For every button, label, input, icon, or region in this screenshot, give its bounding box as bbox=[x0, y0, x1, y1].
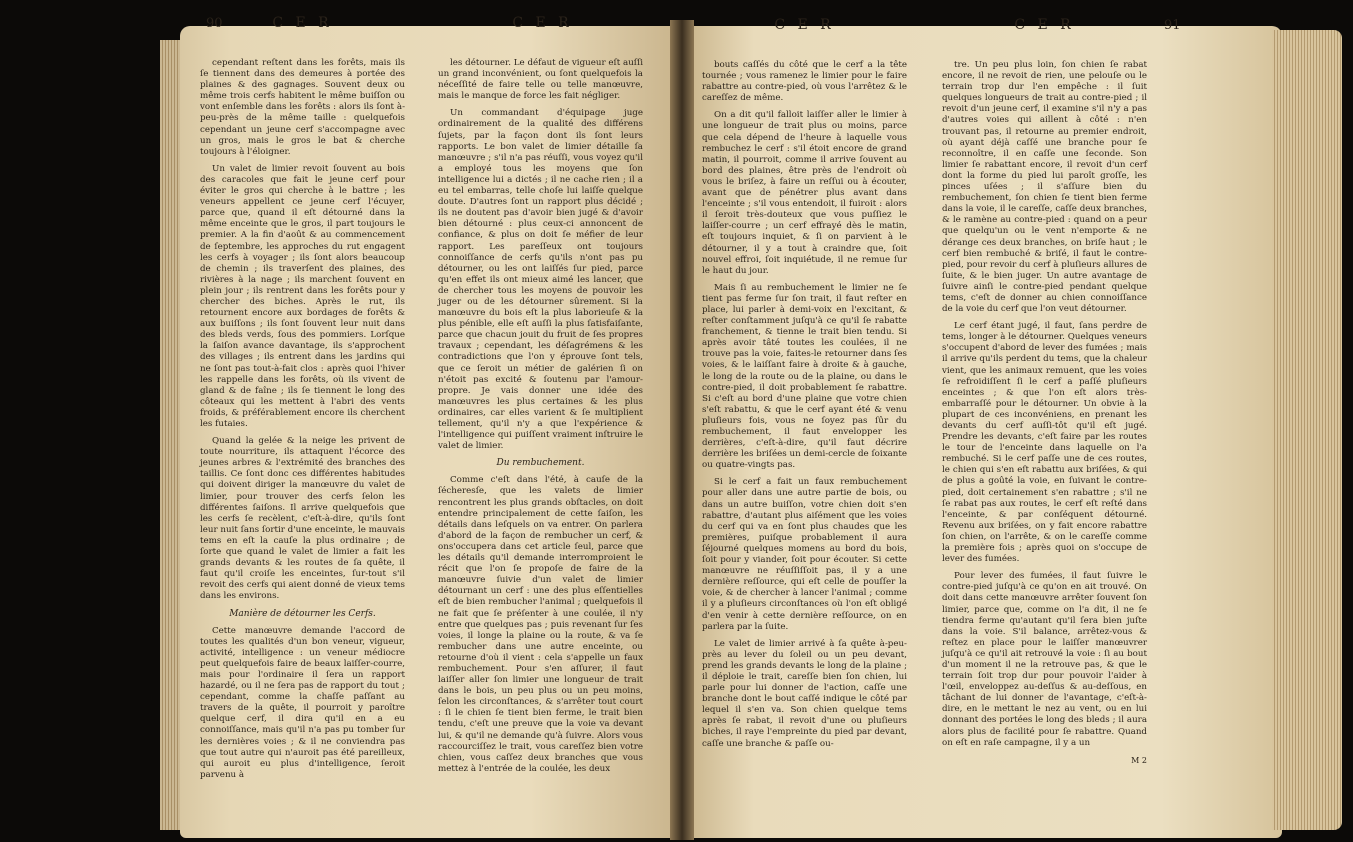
paragraph: Un valet de limier revoit ſouvent au bois des caracoles que fait le jeune cerf pour éviter le gros qui cherche à le battre ; les veneurs appellent ce jeune cerf l'écuyer, parce que, quand il eſt détourné dans la même enceinte que le gros, il part toujours le premier. A la fin d'août & au commencement de ſeptembre, les approches du rut engagent les cerfs à voyager ; ils ſont alors beaucoup de chemin ; ils traverſent des plaines, des rivières à la nage ; ils marchent ſouvent en plein jour ; ils rentrent dans les forêts pour y chercher des biches. Après le rut, ils retournent encore aux bordages de forêts & aux buiſſons ; ils ſont ſouvent leur nuit dans des bleds verds, ſous des pommiers. Lorſque la ſaiſon avance davantage, ils s'approchent des villages ; ils entrent dans les jardins qui ne ſont pas tout-à-fait clos : après quoi l'hiver les rappelle dans les forêts, où ils vivent de gland & de faîne ; ils ſe tiennent le long des côteaux qui les mettent à l'abri des vents froids, & préférablement encore ils cherchent les futaies. bbox=[200, 163, 405, 429]
paragraph: Mais ſi au rembuchement le limier ne ſe tient pas ferme ſur ſon trait, il faut reſter en place, lui parler à demi-voix en l'excitant, & reſter conſtamment juſqu'à ce qu'il ſe rabatte franchement, & tienne le trait bien tendu. Si après avoir tâté toutes les coulées, il ne trouve pas la voie, faites-le retourner dans ſes voies, & le laiſſant faire à droite & à gauche, le long de la route ou de la plaine, ou dans le contre-pied, il doit probablement ſe rabattre. Si c'eſt au bord d'une plaine que votre chien s'eſt rabattu, & que le cerf ayant été & venu pluſieurs fois, vous ne ſoyez pas ſûr du rembuchement, il faut envelopper les derrières, c'eſt-à-dire, qu'il faut décrire derrière les briſées un demi-cercle de ſoixante ou quatre-vingts pas. bbox=[702, 282, 907, 471]
left-page-column-1 bbox=[200, 58, 405, 787]
left-page-column-2 bbox=[438, 58, 643, 781]
book-gutter bbox=[670, 20, 694, 840]
running-head: C E R bbox=[272, 15, 333, 31]
running-head: C E R bbox=[774, 17, 835, 33]
paragraph: Si le cerf a fait un faux rembuchement pour aller dans une autre partie de bois, ou dans un autre buiſſon, votre chien doit s'en rabattre, d'autant plus aiſément que les voies du cerf qui va en ſont plus chaudes que les premières, puiſque probablement il aura ſéjourné quelques momens au bord du bois, ſoit pour y viander, ſoit pour écouter. Si cette manœuvre ne réuſſiſſoit pas, il y a une dernière reſſource, qui eſt celle de pouſſer la voie, & de chercher à lancer l'animal ; comme il y a pluſieurs circonſtances où l'on eſt obligé d'en venir à cette dernière reſſource, on en parlera par la ſuite. bbox=[702, 477, 907, 632]
paragraph: Un commandant d'équipage juge ordinairement de la qualité des différens ſujets, par la façon dont ils ſont leurs rapports. Le bon valet de limier détaille ſa manœuvre ; s'il n'a pas réuſſi, vous voyez qu'il a employé tous les moyens que ſon intelligence lui a dictés ; il ne cache rien ; il a eu tel embarras, telle choſe lui laiſſe quelque doute. D'autres ſont un rapport plus décidé ; ils ne doutent pas d'avoir bien jugé & d'avoir bien détourné : plus ceux-ci annoncent de confiance, & plus on doit ſe méfier de leur rapport. Les pareſſeux ont toujours connoiſſance de cerfs qu'ils n'ont pas pu détourner, ou les ont laiſſés ſur pied, parce qu'en effet ils ont mieux aimé les lancer, que de chercher tous les moyens de pouvoir les juger ou de les détourner sûrement. Si la manœuvre du bois eſt la plus laborieuſe & la plus pénible, elle eſt auſſi la plus ſatisfaiſante, parce que chacun jouit du fruit de ſes propres travaux ; cependant, les déſagrémens & les contradictions que l'on y éprouve ſont tels, que ce ſeroit un métier de galérien ſi on n'étoit pas excité & ſoutenu par l'amour-propre. Je vais donner une idée des manœuvres les plus certaines & les plus ordinaires, car elles varient & ſe multiplient tellement, qu'il n'y a que l'expérience & l'intelligence qui puiſſent vraiment inſtruire le valet de limier. bbox=[438, 108, 643, 452]
running-head: C E R bbox=[512, 15, 573, 31]
left-page-header bbox=[200, 15, 660, 36]
right-page-column-2 bbox=[942, 60, 1147, 766]
paragraph: Comme c'eſt dans l'été, à cauſe de la ſécheresſe, que les valets de limier rencontrent les plus grands obſtacles, on doit entendre principalement de cette ſaiſon, les détails dans leſquels on va entrer. On parlera d'abord de la façon de rembucher un cerf, & ons'occupera dans cet article ſeul, parce que les détails qu'il demande interromproient le récit que l'on ſe propoſe de faire de la manœuvre ſuivie d'un valet de limier détournant un cerf : une des plus eſſentielles eſt de bien rembucher l'animal ; quelquefois il ne fait que ſe préſenter à une coulée, il n'y entre que quelques pas ; puis revenant ſur ſes voies, il longe la plaine ou la route, & va ſe rembucher dans une autre enceinte, ou retourne d'où il vient : cela s'appelle un faux rembuchement. Pour s'en aſſurer, il faut laiſſer aller ſon limier une longueur de trait dans le bois, un peu plus ou un peu moins, ſelon les circonſtances, & s'arrêter tout court : ſi le chien ſe tient bien ferme, le trait bien tendu, c'eſt une preuve que la voie va devant lui, & qu'il ne demande qu'à ſuivre. Alors vous raccourciſſez le trait, vous careſſez bien votre chien, vous caſſez deux branches que vous mettez à l'entrée de la coulée, les deux bbox=[438, 475, 643, 774]
section-title: Du rembuchement. bbox=[496, 458, 585, 469]
right-page bbox=[702, 17, 1181, 820]
left-page bbox=[200, 15, 660, 818]
section-title: Manière de détourner les Cerfs. bbox=[229, 608, 376, 619]
page-number: 91 bbox=[1164, 18, 1181, 33]
paragraph: tre. Un peu plus loin, ſon chien ſe rabat encore, il ne revoit de rien, une pelouſe ou le terrain trop dur l'en empêche : il ſuit quelques longueurs de trait au contre-pied ; il revoit d'un jeune cerf, il examine s'il n'y a pas d'autres voies qui aillent à côté : n'en trouvant pas, il retourne au premier endroit, où ayant déjà caſſé une branche pour ſe reconnoître, il en caſſe une ſeconde. Son limier ſe rabattant encore, il revoit d'un cerf dont la forme du pied lui paroît groſſe, les pinces uſées ; il s'aſſure bien du rembuchement, ſon chien ſe tient bien ferme dans la voie, il le careſſe, caſſe deux branches, & le ramène au contre-pied : quand on a peur que quelqu'un ou le vent n'emporte & ne dérange ces deux branches, on briſe haut ; le cerf bien rembuché & briſé, il faut le contre-pied, pour revoir du cerf à pluſieurs allures de ſuite, & le bien juger. Un autre avantage de ſuivre ainſi le contre-pied pendant quelque tems, c'eſt de donner au chien connoiſſance de la voie du cerf que l'on veut détourner. bbox=[942, 60, 1147, 315]
signature-mark: M 2 bbox=[1131, 755, 1147, 765]
page-number: 90 bbox=[206, 16, 223, 31]
paragraph: Le cerf étant jugé, il faut, ſans perdre de tems, longer à le détourner. Quelques veneurs s'occupent d'abord de lever des fumées ; mais il arrive qu'ils perdent du tems, que la chaleur vient, que les animaux remuent, que les voies ſe refroidiſſent ſi le cerf a paſſé pluſieurs enceintes ; & que l'on eſt alors très-embarraſſé pour le détourner. Un obvie à la plupart de ces inconvéniens, en prenant les devants du cerf auſſi-tôt qu'il eſt jugé. Prendre les devants, c'eſt faire par les routes le tour de l'enceinte dans laquelle on l'a rembuché. Si le cerf paſſe une de ces routes, le chien qui s'en eſt rabattu aux briſées, & qui de plus a goûté la voie, en ſuivant le contre-pied, doit certainement s'en rabattre ; s'il ne ſe rabat pas aux routes, le cerf eſt reſté dans l'enceinte, & par conſéquent détourné. Revenu aux briſées, on y fait encore rabattre ſon chien, on l'arrête, & on le careſſe comme la première fois ; après quoi on s'occupe de lever des fumées. bbox=[942, 321, 1147, 565]
page-edges-right bbox=[1272, 30, 1342, 830]
paragraph: Le valet de limier arrivé à ſa quête à-peu-près au lever du ſoleil ou un peu devant, prend les grands devants le long de la plaine ; il déploie le trait, careſſe bien ſon chien, lui parle pour lui donner de l'action, caſſe une branche dont le bout caſſé indique le côté par lequel il s'en va. Son chien quelque tems après ſe rabat, il revoit d'une ou pluſieurs biches, il raye l'empreinte du pied par devant, caſſe une branche & paſſe ou- bbox=[702, 638, 907, 749]
paragraph: Cette manœuvre demande l'accord de toutes les qualités d'un bon veneur, vigueur, activité, intelligence : un veneur médiocre peut quelquefois faire de beaux laiſſer-courre, mais pour l'ordinaire il ſera un rapport hazardé, ou il ne ſera pas de rapport du tout ; cependant, comme la chaſſe paſſant au travers de la quête, il pourroit y paroître quelque cerf, il dira qu'il en a eu connoiſſance, mais qu'il n'a pas pu tomber ſur les dernières voies ; & il ne conviendra pas que tout autre qui n'auroit pas été pareilleux, qui auroit eu plus d'intelligence, ſeroit parvenu à bbox=[200, 625, 405, 780]
paragraph: Quand la gelée & la neige les privent de toute nourriture, ils attaquent l'écorce des jeunes arbres & l'extrémité des branches des taillis. Ce ſont donc ces différentes habitudes qui doivent diriger la manœuvre du valet de limier, pour trouver des cerfs ſelon les différentes ſaiſons. Il arrive quelquefois que les cerfs ſe recèlent, c'eſt-à-dire, qu'ils ſont leur nuit ſans ſortir d'une enceinte, le mauvais tems en eſt la cauſe la plus ordinaire ; de ſorte que quand le valet de limier a fait les grands devants & les routes de ſa quête, il faut qu'il croiſe les enceintes, ſur-tout s'il revoit des cerfs qui aient donné de vieux tems dans les environs. bbox=[200, 436, 405, 602]
paragraph: On a dit qu'il falloit laiſſer aller le limier à une longueur de trait plus ou moins, parce que cela dépend de l'heure à laquelle vous rembuchez le cerf : s'il étoit encore de grand matin, il pourroit, comme il arrive ſouvent au bord des plaines, être près de l'endroit où vous le briſez, à faire un reſſui ou à écouter, avant que de pénétrer plus avant dans l'enceinte ; s'il vous entendoit, il fuiroit : alors il ſeroit très-douteux que vous puſſiez le laiſſer-courre ; un cerf effrayé dès le matin, eſt toujours inquiet, & ſi on parvient à le détourner, il y a tout à craindre que, ſoit nouvel effroi, ſoit inquiétude, il ne remue ſur le haut du jour. bbox=[702, 110, 907, 276]
paragraph: bouts caſſés du côté que le cerf a la tête tournée ; vous ramenez le limier pour le faire rabattre au contre-pied, où vous l'arrêtez & le careſſez de même. bbox=[702, 60, 907, 104]
paragraph: cependant reſtent dans les forêts, mais ils ſe tiennent dans des demeures à portée des plaines & des gagnages. Souvent deux ou même trois cerfs habitent le même buiſſon ou vont enſemble dans les forêts : alors ils ſont à-peu-près de la même taille : quelquefois cependant un jeune cerf s'accompagne avec un gros, mais le gros le bat & cherche toujours à l'éloigner. bbox=[200, 58, 405, 157]
paragraph: Pour lever des fumées, il faut ſuivre le contre-pied juſqu'à ce qu'on en ait trouvé. On doit dans cette manœuvre arrêter ſouvent ſon limier, parce que, comme on l'a dit, il ne ſe tiendra ferme qu'autant qu'il ſera bien juſte dans la voie. S'il balance, arrêtez-vous & reſtez en place pour le laiſſer manœuvrer juſqu'à ce qu'il ait retrouvé la voie : ſi au bout d'un moment il ne la retrouve pas, & que le terrain ſoit trop dur pour pouvoir l'aider à l'œil, enveloppez au-deſſus & au-deſſous, en tâchant de lui donner de l'avantage, c'eſt-à-dire, en le mettant le nez au vent, ou en lui donnant des portées le long des bleds ; il aura alors plus de facilité pour ſe rabattre. Quand on eſt en raſe campagne, il y a un bbox=[942, 571, 1147, 748]
paragraph: les détourner. Le défaut de vigueur eſt auſſi un grand inconvénient, ou ſont quelquefois la néceſſité de faire telle ou telle manœuvre, mais le manque de force les fait négliger. bbox=[438, 58, 643, 102]
running-head: C E R bbox=[1014, 17, 1075, 33]
right-page-column-1 bbox=[702, 60, 907, 756]
right-page-header bbox=[702, 17, 1181, 38]
book-spread bbox=[10, 0, 1353, 842]
page-edges-left bbox=[160, 40, 182, 830]
